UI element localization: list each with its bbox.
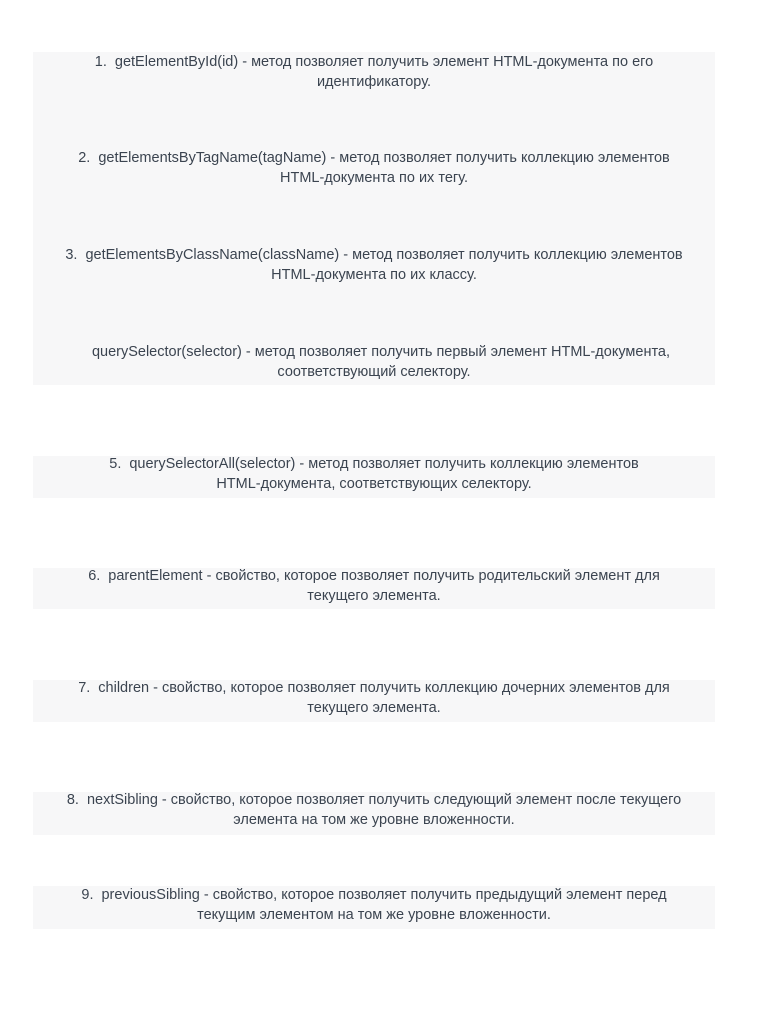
item-term: querySelectorAll(selector) [129,456,296,472]
item-description: - метод позволяет получить коллекцию элементов [326,150,670,166]
item-term: children [98,680,150,696]
list-item-4 [33,342,715,382]
item-description-cont: HTML-документа по их классу. [271,267,477,283]
item-term: getElementsByClassName(className) [85,247,340,263]
list-item-2 [33,148,715,188]
item-number: 1. [94,54,107,70]
item-number: 9. [81,887,94,903]
item-number: 6. [88,568,101,584]
item-description: - свойство, которое позволяет получить коллекцию дочерних элементов для [149,680,670,696]
item-description: - метод позволяет получить первый элемент HTML-документа, [241,344,671,360]
item-number: 7. [78,680,91,696]
item-description-cont: текущего элемента. [307,700,441,716]
item-term: nextSibling [86,792,158,808]
method-block-7 [33,680,715,722]
item-term: querySelector(selector) [91,344,242,360]
item-description-cont: идентификатору. [316,74,432,90]
method-block-9 [33,886,715,929]
item-term: getElementsByTagName(tagName) [98,150,327,166]
list-item-1 [33,52,715,92]
item-description-cont: HTML-документа по их тегу. [279,170,468,186]
item-number: 8. [66,792,79,808]
item-description: - свойство, которое позволяет получить следующий элемент после текущего [157,792,682,808]
list-item-8 [33,790,715,830]
item-term: previousSibling [101,887,200,903]
list-item-3 [33,245,715,285]
list-item-6 [33,566,715,606]
item-description: - метод позволяет получить элемент HTML-документа по его [238,54,654,70]
item-number: 5. [109,456,122,472]
item-description-cont: HTML-документа, соответствующих селектору. [216,476,532,492]
item-description-cont: элемента на том же уровне вложенности. [233,812,515,828]
item-description: - метод позволяет получить коллекцию элементов [295,456,639,472]
method-block-8 [33,792,715,835]
list-item-5 [33,454,715,494]
item-description: - свойство, которое позволяет получить родительский элемент для [202,568,660,584]
item-term: getElementById(id) [114,54,239,70]
item-number: 2. [78,150,91,166]
item-description: - свойство, которое позволяет получить предыдущий элемент перед [199,887,667,903]
list-item-9 [33,885,715,925]
item-description-cont: текущим элементом на том же уровне вложенности. [197,907,551,923]
item-term: parentElement [108,568,203,584]
item-description-cont: текущего элемента. [307,588,441,604]
item-description: - метод позволяет получить коллекцию элементов [339,247,683,263]
methods-block [33,52,715,385]
method-block-5 [33,456,715,498]
item-number: 3. [65,247,78,263]
method-block-6 [33,568,715,609]
list-item-7 [33,678,715,718]
item-description-cont: соответствующий селектору. [277,364,471,380]
